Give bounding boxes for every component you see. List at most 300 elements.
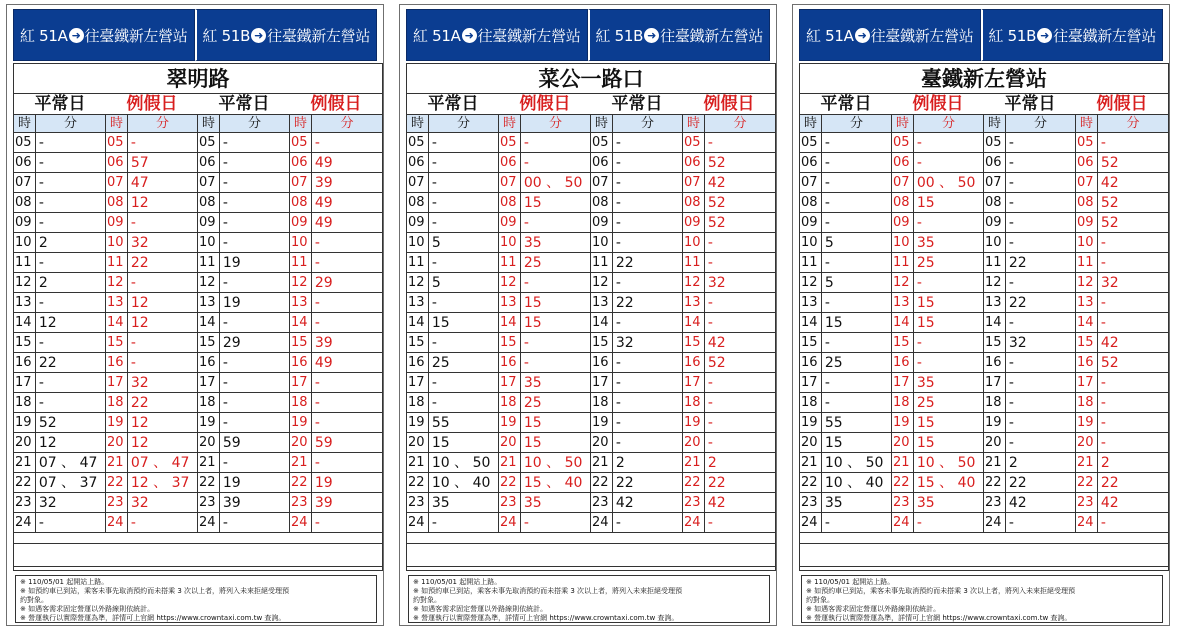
- table-row: [14, 273, 382, 293]
- blank-footer-box: [799, 543, 1169, 571]
- hour-cell: 08: [106, 193, 128, 212]
- minute-cell: 35: [914, 233, 984, 252]
- minute-cell: 42: [1100, 175, 1119, 191]
- hour-cell: 22: [407, 473, 429, 492]
- hour-cell: 16: [14, 353, 36, 372]
- hour-cell: 19: [892, 413, 914, 432]
- hour-cell: 07: [800, 173, 822, 192]
- arrow-right-icon: ➜: [462, 28, 477, 43]
- hour-cell: 07: [407, 173, 429, 192]
- hour-cell: 06: [984, 153, 1006, 172]
- hour-cell: 23: [800, 493, 822, 512]
- hour-cell: 19: [198, 413, 220, 432]
- note-line: ※ 營運執行以實際營運為準，詳情可上官網 https://www.crowntaxi.com.tw 查詢。: [806, 614, 1072, 622]
- column-header-row: [14, 115, 382, 133]
- hour-cell: 07: [1076, 173, 1098, 192]
- hour-cell: 11: [800, 253, 822, 272]
- minute-cell: -: [521, 353, 591, 372]
- minute-cell: -: [707, 135, 713, 151]
- minute-cell: 10 、 50: [429, 453, 499, 472]
- minute-cell: 49: [314, 355, 333, 371]
- minute-cell: -: [220, 313, 290, 332]
- hour-cell: 11: [984, 253, 1006, 272]
- hour-cell: 15: [892, 333, 914, 352]
- minute-cell: -: [914, 153, 984, 172]
- hour-cell: 12: [591, 273, 613, 292]
- hour-cell: 12: [106, 273, 128, 292]
- minute-cell: -: [220, 193, 290, 212]
- hour-cell: 13: [106, 293, 128, 312]
- hour-cell: 10: [683, 233, 705, 252]
- hour-cell: 07: [499, 173, 521, 192]
- table-row: [407, 153, 775, 173]
- timetable-panel: [399, 4, 777, 626]
- table-row: [14, 313, 382, 333]
- hour-cell: 11: [106, 253, 128, 272]
- note-line: ※ 營運執行以實際營運為準，詳情可上官網 https://www.crowntaxi.com.tw 查詢。: [413, 614, 679, 622]
- minute-cell: -: [613, 433, 683, 452]
- hour-cell: 15: [106, 333, 128, 352]
- minute-cell: 22: [1006, 253, 1076, 272]
- hour-cell: 09: [198, 213, 220, 232]
- hour-cell: 20: [290, 433, 312, 452]
- hour-cell: 19: [800, 413, 822, 432]
- table-row: [14, 413, 382, 433]
- minute-cell: -: [613, 313, 683, 332]
- hour-cell: 08: [800, 193, 822, 212]
- minute-cell: 32: [128, 233, 198, 252]
- minute-cell: 55: [822, 413, 892, 432]
- minute-cell: 15: [914, 413, 984, 432]
- route-destination: 往臺鐵新左營站: [870, 26, 974, 45]
- minute-cell: 32: [707, 275, 726, 291]
- hour-cell: 20: [198, 433, 220, 452]
- hour-cell: 22: [984, 473, 1006, 492]
- minute-cell: -: [914, 213, 984, 232]
- minute-cell: -: [429, 293, 499, 312]
- schedule-table: [799, 63, 1169, 567]
- minute-cell: -: [36, 333, 106, 352]
- hour-cell: 24: [499, 513, 521, 532]
- table-row: [14, 513, 382, 533]
- minute-cell: -: [613, 233, 683, 252]
- minute-cell: 35: [822, 493, 892, 512]
- hour-cell: 05: [591, 133, 613, 152]
- route-header: [13, 9, 377, 61]
- hour-cell: 10: [198, 233, 220, 252]
- minute-cell: 52: [707, 215, 726, 231]
- table-row: [14, 153, 382, 173]
- table-row: [14, 333, 382, 353]
- minute-cell: -: [36, 133, 106, 152]
- hour-cell: 08: [290, 193, 312, 212]
- hour-cell: 24: [984, 513, 1006, 532]
- table-row: [14, 193, 382, 213]
- table-row: [407, 513, 775, 533]
- minute-cell: -: [128, 513, 198, 532]
- minute-cell: 15: [521, 293, 591, 312]
- minute-cell: -: [1100, 315, 1106, 331]
- table-row: [14, 253, 382, 273]
- hour-cell: 12: [683, 273, 705, 292]
- hour-cell: 22: [1076, 473, 1098, 492]
- minute-cell: -: [128, 333, 198, 352]
- hour-header: 時: [800, 115, 822, 132]
- minute-cell: 10 、 50: [521, 453, 591, 472]
- minute-cell: -: [822, 193, 892, 212]
- minute-cell: -: [1100, 515, 1106, 531]
- table-row: [14, 173, 382, 193]
- minute-cell: -: [822, 393, 892, 412]
- table-row: [14, 233, 382, 253]
- hour-cell: 18: [984, 393, 1006, 412]
- table-row: [407, 333, 775, 353]
- minute-cell: -: [314, 295, 320, 311]
- minute-cell: -: [613, 413, 683, 432]
- route-label: [195, 9, 378, 61]
- table-row: [800, 253, 1168, 273]
- minute-cell: 2: [1006, 453, 1076, 472]
- minute-cell: 15: [914, 313, 984, 332]
- hour-cell: 07: [14, 173, 36, 192]
- minute-cell: -: [314, 415, 320, 431]
- hour-cell: 23: [1076, 493, 1098, 512]
- hour-cell: 13: [800, 293, 822, 312]
- hour-cell: 10: [591, 233, 613, 252]
- minute-cell: 2: [36, 233, 106, 252]
- table-row: [800, 173, 1168, 193]
- minute-cell: -: [1006, 413, 1076, 432]
- hour-cell: 17: [407, 373, 429, 392]
- hour-cell: 08: [407, 193, 429, 212]
- hour-cell: 24: [407, 513, 429, 532]
- hour-cell: 10: [892, 233, 914, 252]
- weekday-label: 平常日: [820, 94, 872, 114]
- hour-header: 時: [14, 115, 36, 132]
- minute-cell: -: [521, 153, 591, 172]
- hour-cell: 16: [984, 353, 1006, 372]
- hour-cell: 23: [591, 493, 613, 512]
- table-row: [407, 173, 775, 193]
- minute-cell: -: [429, 513, 499, 532]
- minute-header: 分: [613, 115, 683, 132]
- minute-header: 分: [340, 116, 354, 131]
- table-row: [800, 513, 1168, 533]
- table-row: [14, 213, 382, 233]
- weekday-label: 平常日: [218, 94, 270, 114]
- hour-cell: 10: [984, 233, 1006, 252]
- column-header-row: [407, 115, 775, 133]
- minute-cell: -: [36, 153, 106, 172]
- minute-cell: 22: [128, 393, 198, 412]
- minute-cell: -: [521, 513, 591, 532]
- arrow-right-icon: ➜: [251, 28, 266, 43]
- minute-cell: 5: [822, 273, 892, 292]
- minute-cell: -: [1006, 373, 1076, 392]
- minute-cell: 19: [220, 473, 290, 492]
- minute-cell: 12: [36, 433, 106, 452]
- route-number: 紅 51B: [988, 26, 1037, 45]
- hour-cell: 10: [1076, 233, 1098, 252]
- holiday-label: 例假日: [703, 94, 755, 114]
- route-destination: 往臺鐵新左營站: [84, 26, 188, 45]
- minute-cell: -: [707, 395, 713, 411]
- minute-cell: -: [822, 293, 892, 312]
- note-line: ※ 如遇客需求固定營運以外路線則依統計。: [20, 605, 155, 613]
- minute-cell: 25: [822, 353, 892, 372]
- hour-cell: 24: [106, 513, 128, 532]
- station-name: 臺鐵新左營站: [800, 64, 1168, 94]
- minute-cell: 35: [429, 493, 499, 512]
- minute-cell: 22: [613, 253, 683, 272]
- hour-header: 時: [106, 115, 128, 132]
- minute-cell: 22: [707, 475, 726, 491]
- minute-cell: -: [128, 353, 198, 372]
- hour-cell: 20: [106, 433, 128, 452]
- hour-cell: 17: [984, 373, 1006, 392]
- hour-cell: 10: [290, 233, 312, 252]
- hour-cell: 08: [1076, 193, 1098, 212]
- hour-cell: 14: [499, 313, 521, 332]
- minute-cell: 47: [128, 173, 198, 192]
- timetable-panel: [6, 4, 384, 626]
- minute-cell: 52: [1100, 215, 1119, 231]
- hour-cell: 12: [407, 273, 429, 292]
- hour-cell: 11: [1076, 253, 1098, 272]
- hour-cell: 24: [198, 513, 220, 532]
- schedule-table: [13, 63, 383, 567]
- hour-cell: 15: [683, 333, 705, 352]
- hour-header: 時: [499, 115, 521, 132]
- table-row: [800, 213, 1168, 233]
- hour-cell: 19: [1076, 413, 1098, 432]
- table-row: [407, 473, 775, 493]
- note-line: ※ 如預約車已到站，乘客未事先取消預約而未搭乘 3 次以上者，將列入未來拒絕受理預: [413, 587, 682, 595]
- hour-cell: 24: [683, 513, 705, 532]
- hour-cell: 07: [290, 173, 312, 192]
- minute-cell: 15: [914, 293, 984, 312]
- hour-cell: 12: [14, 273, 36, 292]
- hour-cell: 11: [14, 253, 36, 272]
- table-row: [407, 313, 775, 333]
- table-row: [800, 233, 1168, 253]
- hour-cell: 09: [1076, 213, 1098, 232]
- minute-cell: 22: [1006, 473, 1076, 492]
- hour-cell: 18: [800, 393, 822, 412]
- hour-cell: 06: [14, 153, 36, 172]
- hour-cell: 22: [591, 473, 613, 492]
- hour-cell: 08: [14, 193, 36, 212]
- hour-cell: 14: [290, 313, 312, 332]
- hour-cell: 05: [984, 133, 1006, 152]
- minute-cell: 15: [521, 433, 591, 452]
- minute-cell: 07 、 37: [36, 473, 106, 492]
- route-label: [13, 9, 195, 61]
- minute-cell: 35: [914, 373, 984, 392]
- table-row: [407, 193, 775, 213]
- hour-cell: 15: [198, 333, 220, 352]
- hour-cell: 18: [591, 393, 613, 412]
- route-label: [799, 9, 981, 61]
- note-line: ※ 營運執行以實際營運為準，詳情可上官網 https://www.crowntaxi.com.tw 查詢。: [20, 614, 286, 622]
- hour-cell: 17: [800, 373, 822, 392]
- table-row: [14, 293, 382, 313]
- table-row: [407, 413, 775, 433]
- hour-cell: 18: [198, 393, 220, 412]
- hour-cell: 07: [106, 173, 128, 192]
- hour-header: 時: [290, 115, 312, 132]
- minute-cell: -: [914, 133, 984, 152]
- schedule-table: [406, 63, 776, 567]
- minute-cell: -: [613, 193, 683, 212]
- minute-cell: -: [220, 133, 290, 152]
- table-row: [407, 133, 775, 153]
- minute-header: 分: [220, 115, 290, 132]
- minute-cell: 19: [220, 253, 290, 272]
- hour-cell: 11: [892, 253, 914, 272]
- minute-cell: 52: [707, 155, 726, 171]
- minute-cell: -: [36, 253, 106, 272]
- weekday-label: 平常日: [1004, 94, 1056, 114]
- table-row: [14, 133, 382, 153]
- hour-cell: 06: [106, 153, 128, 172]
- hour-cell: 20: [499, 433, 521, 452]
- minute-cell: -: [914, 513, 984, 532]
- hour-cell: 06: [683, 153, 705, 172]
- hour-cell: 16: [499, 353, 521, 372]
- minute-cell: 42: [707, 335, 726, 351]
- minute-cell: 12: [128, 433, 198, 452]
- hour-cell: 16: [198, 353, 220, 372]
- hour-cell: 22: [14, 473, 36, 492]
- note-line: ※ 110/05/01 起開站上路。: [806, 578, 895, 586]
- hour-cell: 18: [892, 393, 914, 412]
- route-number: 紅 51A: [19, 26, 68, 45]
- minute-cell: -: [521, 133, 591, 152]
- minute-cell: -: [1006, 433, 1076, 452]
- blank-footer-box: [406, 543, 776, 571]
- minute-header: 分: [128, 115, 198, 132]
- hour-cell: 11: [591, 253, 613, 272]
- hour-cell: 14: [984, 313, 1006, 332]
- table-row: [407, 373, 775, 393]
- hour-cell: 10: [106, 233, 128, 252]
- minute-cell: -: [314, 315, 320, 331]
- hour-cell: 15: [14, 333, 36, 352]
- minute-cell: -: [429, 373, 499, 392]
- arrow-right-icon: ➜: [69, 28, 84, 43]
- weekday-label: 平常日: [427, 94, 479, 114]
- minute-cell: -: [220, 233, 290, 252]
- hour-cell: 19: [499, 413, 521, 432]
- minute-cell: 32: [36, 493, 106, 512]
- minute-cell: 2: [613, 453, 683, 472]
- hour-cell: 18: [106, 393, 128, 412]
- minute-cell: 22: [36, 353, 106, 372]
- minute-cell: -: [128, 273, 198, 292]
- hour-cell: 23: [407, 493, 429, 512]
- holiday-label: 例假日: [519, 94, 571, 114]
- hour-cell: 09: [591, 213, 613, 232]
- hour-cell: 19: [106, 413, 128, 432]
- minute-cell: -: [914, 353, 984, 372]
- hour-cell: 21: [683, 453, 705, 472]
- table-row: [14, 433, 382, 453]
- hour-cell: 17: [1076, 373, 1098, 392]
- hour-cell: 16: [892, 353, 914, 372]
- minute-cell: 32: [128, 373, 198, 392]
- minute-cell: 52: [1100, 155, 1119, 171]
- hour-cell: 17: [683, 373, 705, 392]
- table-row: [14, 493, 382, 513]
- table-row: [800, 293, 1168, 313]
- note-line: ※ 如遇客需求固定營運以外路線則依統計。: [806, 605, 941, 613]
- hour-cell: 24: [800, 513, 822, 532]
- hour-cell: 23: [683, 493, 705, 512]
- hour-cell: 09: [892, 213, 914, 232]
- minute-cell: 49: [314, 215, 333, 231]
- minute-cell: -: [220, 413, 290, 432]
- minute-cell: -: [1006, 353, 1076, 372]
- minute-cell: 15: [521, 193, 591, 212]
- hour-cell: 05: [800, 133, 822, 152]
- minute-cell: 35: [521, 233, 591, 252]
- hour-cell: 06: [892, 153, 914, 172]
- hour-cell: 24: [290, 513, 312, 532]
- hour-cell: 06: [407, 153, 429, 172]
- hour-cell: 17: [14, 373, 36, 392]
- minute-cell: -: [822, 213, 892, 232]
- hour-cell: 15: [984, 333, 1006, 352]
- table-row: [407, 233, 775, 253]
- timetable-panel: [792, 4, 1170, 626]
- minute-cell: 12: [128, 413, 198, 432]
- hour-cell: 05: [198, 133, 220, 152]
- hour-cell: 21: [499, 453, 521, 472]
- minute-cell: -: [1100, 135, 1106, 151]
- minute-cell: 55: [429, 413, 499, 432]
- minute-header: 分: [36, 115, 106, 132]
- minute-cell: 29: [314, 275, 333, 291]
- minute-cell: 10 、 50: [914, 453, 984, 472]
- hour-cell: 09: [106, 213, 128, 232]
- minute-cell: 42: [707, 495, 726, 511]
- minute-cell: -: [429, 173, 499, 192]
- hour-cell: 16: [290, 353, 312, 372]
- minute-cell: -: [1006, 233, 1076, 252]
- hour-cell: 22: [499, 473, 521, 492]
- hour-cell: 10: [800, 233, 822, 252]
- minute-cell: -: [1100, 235, 1106, 251]
- minute-cell: 10 、 50: [822, 453, 892, 472]
- hour-cell: 09: [984, 213, 1006, 232]
- hour-cell: 08: [892, 193, 914, 212]
- hour-cell: 14: [800, 313, 822, 332]
- hour-cell: 16: [800, 353, 822, 372]
- minute-cell: -: [1100, 295, 1106, 311]
- weekday-label: 平常日: [611, 94, 663, 114]
- minute-cell: 12: [128, 313, 198, 332]
- hour-cell: 08: [984, 193, 1006, 212]
- minute-cell: 32: [1006, 333, 1076, 352]
- minute-cell: -: [36, 293, 106, 312]
- hour-cell: 05: [14, 133, 36, 152]
- route-number: 紅 51A: [412, 26, 461, 45]
- table-row: [407, 453, 775, 473]
- hour-cell: 22: [106, 473, 128, 492]
- minute-cell: 19: [220, 293, 290, 312]
- minute-cell: 12: [36, 313, 106, 332]
